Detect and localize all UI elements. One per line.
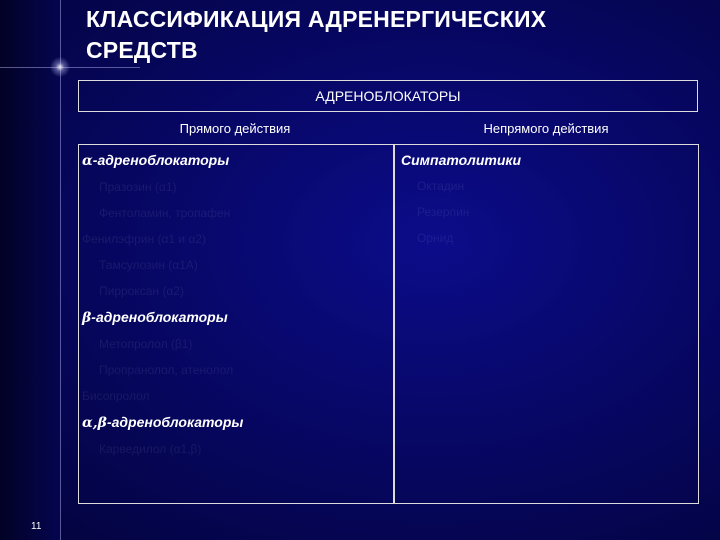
- direct-action-column: [78, 144, 394, 504]
- list-item: Пирроксан (α2): [99, 284, 184, 298]
- page-number: 11: [31, 521, 42, 532]
- list-item: Пропранолол, атенолол: [99, 363, 234, 377]
- table-header: АДРЕНОБЛОКАТОРЫ: [78, 80, 698, 112]
- list-item: Карведилол (α1,β): [99, 442, 202, 456]
- list-item: Октадин: [417, 179, 465, 193]
- sparkle-icon: [48, 55, 72, 79]
- right-column-heading: Непрямого действия: [483, 121, 609, 136]
- left-decor-band: [0, 0, 60, 540]
- list-item: Тамсулозин (α1A): [99, 258, 198, 272]
- alpha-beta-blockers-title: α,β-адреноблокаторы: [82, 414, 244, 431]
- indirect-action-column: [394, 144, 699, 504]
- classification-table: [78, 80, 698, 502]
- list-item: Метопролол (β1): [99, 337, 193, 351]
- slide-title-line-1: КЛАССИФИКАЦИЯ АДРЕНЕРГИЧЕСКИХ: [86, 6, 547, 32]
- list-item: Резерпин: [417, 205, 470, 219]
- list-item: Фенилэфрин (α1 и α2): [82, 232, 207, 246]
- slide-title: [86, 4, 706, 66]
- list-item: Бисопролол: [82, 389, 150, 403]
- list-item: Орнид: [417, 231, 454, 245]
- sympatholytics-title: Симпатолитики: [401, 152, 522, 168]
- slide-title-line-2: СРЕДСТВ: [86, 37, 198, 63]
- list-item: Фентоламин, тропафен: [99, 206, 231, 220]
- alpha-blockers-title: α-адреноблокаторы: [82, 152, 230, 169]
- left-column-heading: Прямого действия: [179, 121, 291, 136]
- vertical-decor-line: [60, 0, 61, 540]
- list-item: Празозин (α1): [99, 180, 177, 194]
- beta-blockers-title: β-адреноблокаторы: [82, 309, 228, 326]
